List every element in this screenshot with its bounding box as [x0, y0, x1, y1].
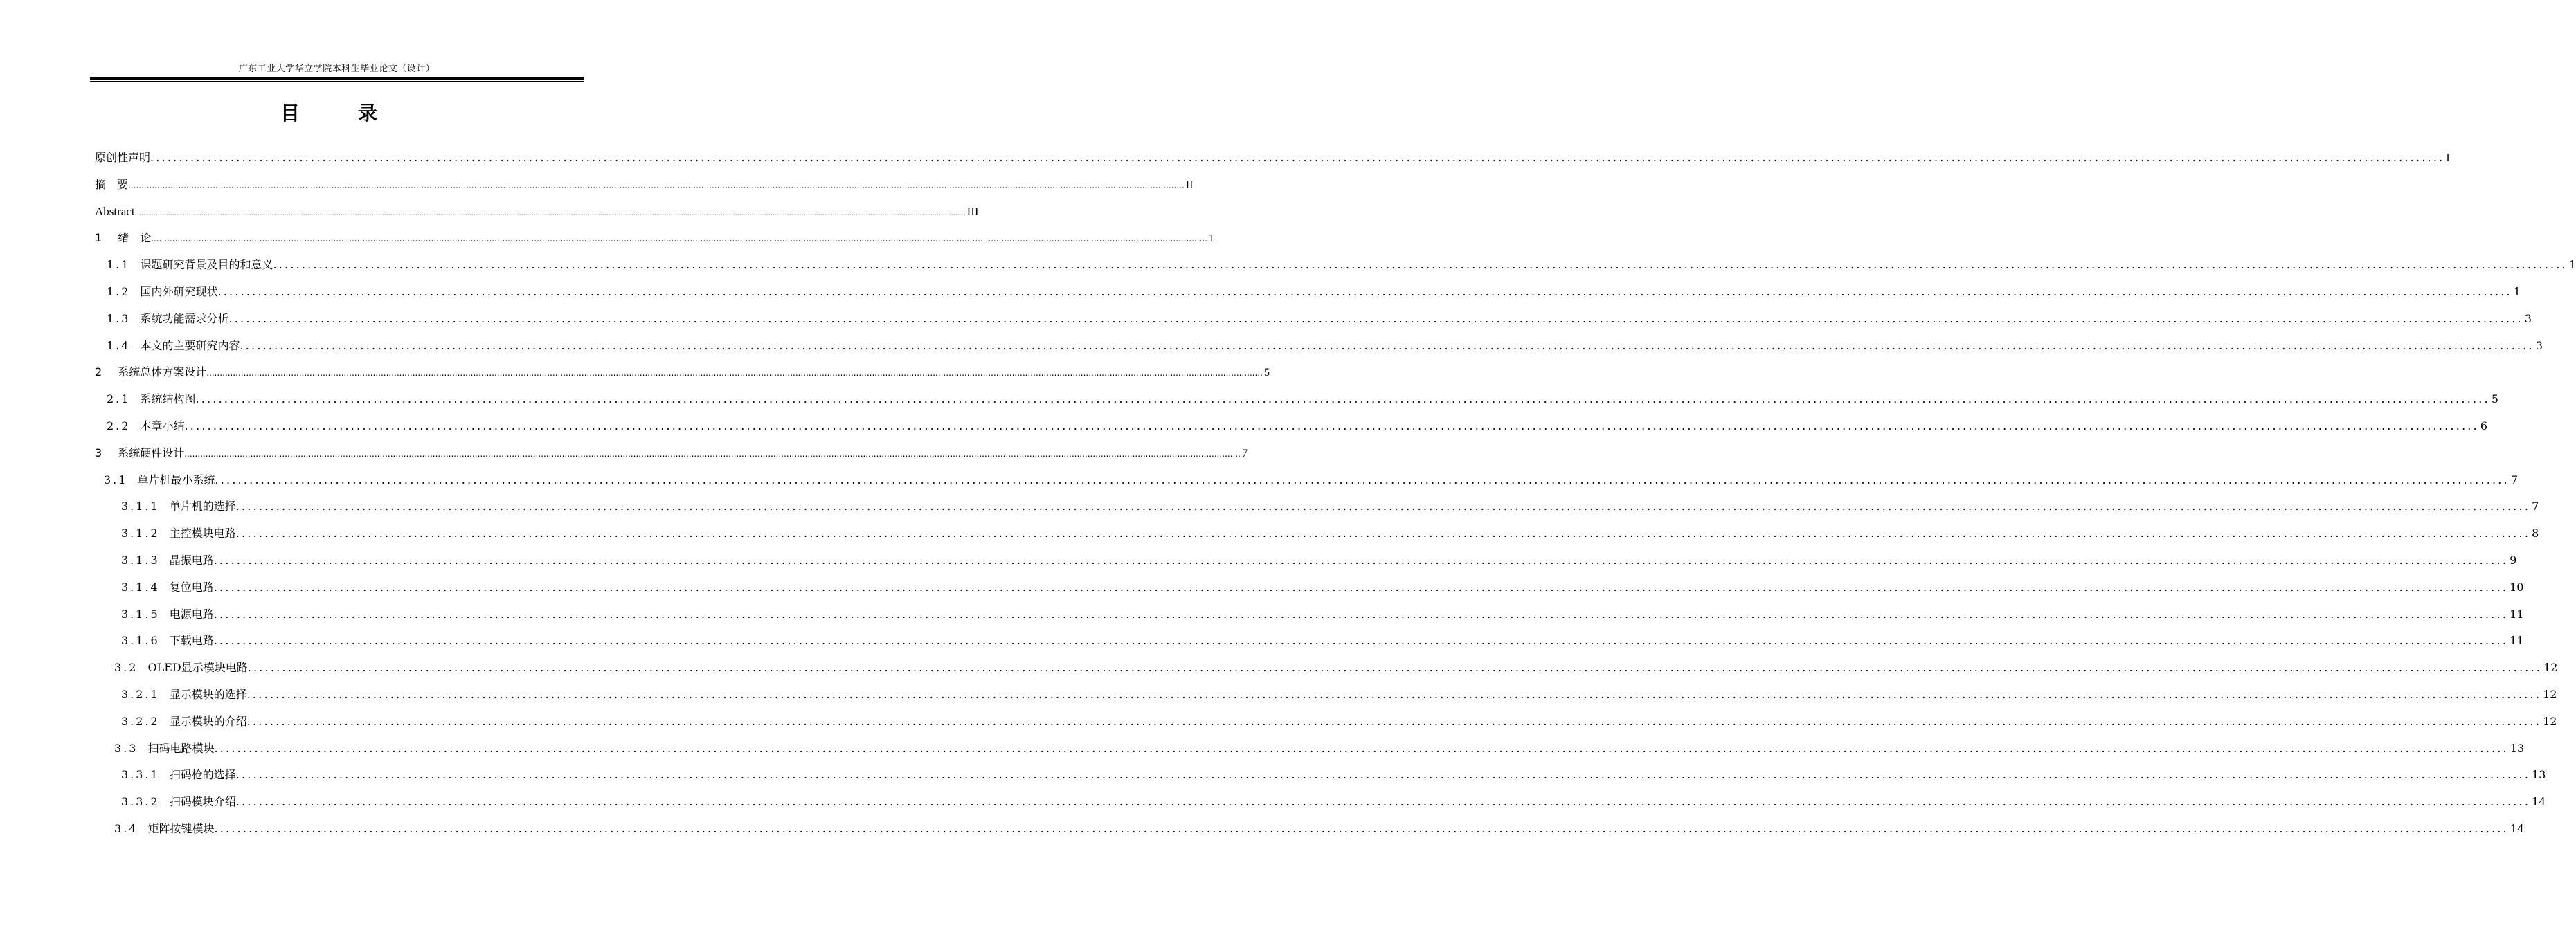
- toc-page-number: 7: [2510, 473, 2519, 486]
- toc-entry-label: [121, 493, 236, 520]
- toc-page-number: 11: [2510, 607, 2524, 621]
- toc-entry-number: 3.2.1: [121, 687, 160, 701]
- toc-entry[interactable]: [95, 386, 2499, 413]
- toc-entry-label: [121, 709, 247, 736]
- toc-entry-number: 1.4: [107, 338, 131, 352]
- header-rule-thick: [90, 77, 584, 80]
- toc-entry[interactable]: [95, 601, 2524, 628]
- toc-page-number: 3: [2524, 311, 2532, 325]
- toc-entry-label: [121, 762, 236, 789]
- toc-page-number: III: [966, 204, 979, 218]
- toc-entry-text: 摘 要: [95, 177, 129, 191]
- toc-page-number: 12: [2543, 687, 2557, 701]
- toc-entry-text: 本文的主要研究内容: [140, 338, 240, 352]
- toc-entry-number: 2.2: [107, 419, 131, 432]
- toc-entry[interactable]: [95, 359, 1270, 386]
- toc-page-number: 3: [2535, 338, 2543, 352]
- toc-entry-label: [114, 816, 214, 843]
- toc-entry-text: Abstract: [95, 204, 135, 218]
- toc-page-number: I: [2446, 152, 2450, 164]
- toc-entry-number: 2: [95, 365, 105, 379]
- toc-leader-dots: ................................................................................................................................................................................................................................................................................................................................................................................................................: [228, 311, 2523, 325]
- toc-entry-text: 单片机最小系统: [137, 473, 215, 486]
- toc-entry-text: 显示模块的选择: [169, 687, 247, 701]
- toc-entry-number: 3.3.1: [121, 768, 160, 782]
- toc-leader-dots: ................................................................................................................................................................................................................................................................................................................................................................................................................: [213, 553, 2509, 567]
- toc-entry-text: 系统功能需求分析: [140, 311, 229, 325]
- toc-entry-text: 系统总体方案设计: [118, 365, 207, 379]
- toc-leader-dots: ................................................................................................................................................................................................................................................................................................................................................................................................................: [246, 687, 2542, 701]
- toc-entry[interactable]: [95, 252, 2576, 279]
- toc-entry-text: 晶振电路: [169, 553, 214, 567]
- toc-page-number: 14: [2510, 821, 2525, 835]
- toc-leader-dots: ................................................................................................................................................................................................................................................................................................................................................................................................................: [206, 368, 1263, 379]
- toc-entry-label: [121, 682, 247, 709]
- toc-entry[interactable]: [95, 520, 2539, 547]
- toc-entry-label: [107, 386, 195, 413]
- toc-entry-number: 3.2: [114, 661, 138, 675]
- toc-entry-number: 3.1: [104, 473, 128, 486]
- toc-page-number: 12: [2543, 661, 2558, 675]
- toc-entry-number: 3.1.6: [121, 634, 160, 648]
- table-of-contents: [95, 145, 2576, 843]
- toc-entry-label: [95, 199, 135, 226]
- toc-page-number: 7: [1241, 447, 1248, 459]
- toc-entry[interactable]: [95, 145, 2450, 172]
- toc-entry-label: [107, 252, 273, 279]
- toc-page-number: 14: [2532, 795, 2546, 809]
- toc-entry[interactable]: [95, 682, 2557, 709]
- toc-entry[interactable]: [95, 628, 2524, 655]
- toc-page-number: 9: [2510, 553, 2517, 567]
- toc-entry-number: 3.1.3: [121, 553, 160, 567]
- toc-leader-dots: ................................................................................................................................................................................................................................................................................................................................................................................................................: [213, 580, 2509, 594]
- toc-page-number: 13: [2532, 768, 2546, 782]
- toc-entry-text: 单片机的选择: [169, 500, 236, 513]
- toc-title: 目 录: [280, 102, 397, 125]
- toc-entry[interactable]: [95, 655, 2558, 682]
- toc-page-number: 5: [1263, 367, 1270, 379]
- toc-entry-text: 主控模块电路: [169, 527, 236, 540]
- toc-entry-number: 3.4: [114, 821, 138, 835]
- toc-entry[interactable]: [95, 199, 979, 226]
- toc-leader-dots: ................................................................................................................................................................................................................................................................................................................................................................................................................: [213, 634, 2509, 648]
- toc-leader-dots: ................................................................................................................................................................................................................................................................................................................................................................................................................: [240, 338, 2534, 352]
- toc-page-number: 13: [2510, 741, 2525, 755]
- toc-entry-label: [121, 547, 214, 574]
- toc-entry-number: 2.1: [107, 392, 131, 406]
- toc-entry[interactable]: [95, 547, 2517, 574]
- toc-entry[interactable]: [95, 306, 2532, 333]
- toc-leader-dots: ................................................................................................................................................................................................................................................................................................................................................................................................................: [134, 207, 966, 217]
- toc-entry-text: 显示模块的介绍: [169, 714, 247, 728]
- toc-entry-number: 1.3: [107, 311, 131, 325]
- toc-entry-number: 3.2.2: [121, 714, 160, 728]
- toc-entry-label: [121, 601, 214, 628]
- toc-leader-dots: ................................................................................................................................................................................................................................................................................................................................................................................................................: [235, 527, 2531, 540]
- toc-entry-text: 本章小结: [140, 419, 185, 432]
- page-header: 广东工业大学华立学院本科生毕业论文（设计）: [238, 64, 435, 74]
- toc-page-number: 6: [2480, 419, 2488, 432]
- toc-entry-text: 国内外研究现状: [140, 284, 218, 298]
- toc-entry[interactable]: [95, 736, 2525, 763]
- toc-page-number: 1: [2513, 284, 2521, 298]
- toc-leader-dots: ................................................................................................................................................................................................................................................................................................................................................................................................................: [214, 821, 2509, 835]
- toc-page-number: 7: [2532, 500, 2539, 513]
- toc-entry-label: [114, 655, 248, 682]
- toc-entry[interactable]: [95, 467, 2519, 494]
- toc-entry-text: 系统硬件设计: [118, 446, 185, 459]
- toc-entry-label: [114, 736, 214, 763]
- toc-page-number: 1: [2568, 258, 2576, 272]
- toc-entry-label: [95, 359, 206, 386]
- toc-page-number: 1: [1208, 232, 1214, 245]
- toc-entry-number: 1.1: [107, 258, 131, 272]
- toc-entry-number: 3.3.2: [121, 795, 160, 809]
- toc-page-number: II: [1185, 179, 1194, 191]
- toc-entry-number: 3.1.1: [121, 500, 160, 513]
- toc-leader-dots: ................................................................................................................................................................................................................................................................................................................................................................................................................: [184, 448, 1241, 459]
- toc-leader-dots: ................................................................................................................................................................................................................................................................................................................................................................................................................: [235, 500, 2531, 513]
- toc-leader-dots: ................................................................................................................................................................................................................................................................................................................................................................................................................: [213, 607, 2509, 621]
- toc-leader-dots: ................................................................................................................................................................................................................................................................................................................................................................................................................: [151, 234, 1207, 244]
- toc-entry[interactable]: [95, 279, 2521, 306]
- toc-entry-number: 3: [95, 446, 105, 459]
- toc-entry-label: [107, 413, 184, 440]
- header-rule-thin: [90, 81, 584, 82]
- toc-entry-text: OLED显示模块电路: [147, 661, 248, 675]
- toc-entry-number: 3.1.4: [121, 580, 160, 594]
- toc-entry[interactable]: [95, 493, 2539, 520]
- toc-page-number: 10: [2510, 580, 2524, 594]
- toc-page-number: 5: [2491, 392, 2499, 406]
- toc-entry-label: [104, 467, 215, 494]
- toc-leader-dots: ................................................................................................................................................................................................................................................................................................................................................................................................................: [184, 419, 2479, 432]
- toc-entry-number: 3.3: [114, 741, 138, 755]
- toc-leader-dots: ................................................................................................................................................................................................................................................................................................................................................................................................................: [247, 661, 2543, 675]
- toc-entry-number: 3.1.2: [121, 527, 160, 540]
- toc-entry-number: 1.2: [107, 284, 131, 298]
- toc-entry-text: 扫码电路模块: [147, 741, 215, 755]
- toc-entry-label: [107, 333, 240, 360]
- toc-entry[interactable]: [95, 709, 2557, 736]
- toc-entry[interactable]: [95, 225, 1214, 252]
- toc-entry-text: 矩阵按键模块: [147, 821, 215, 835]
- toc-entry-label: [95, 172, 128, 199]
- toc-leader-dots: ................................................................................................................................................................................................................................................................................................................................................................................................................: [273, 258, 2568, 272]
- toc-leader-dots: ................................................................................................................................................................................................................................................................................................................................................................................................................: [246, 714, 2542, 728]
- toc-entry-number: 1: [95, 231, 105, 245]
- toc-leader-dots: ................................................................................................................................................................................................................................................................................................................................................................................................................: [215, 473, 2510, 486]
- toc-entry-label: [95, 440, 184, 467]
- toc-leader-dots: ................................................................................................................................................................................................................................................................................................................................................................................................................: [214, 741, 2509, 755]
- toc-entry-text: 原创性声明: [95, 151, 151, 164]
- toc-entry-label: [107, 279, 217, 306]
- toc-leader-dots: ................................................................................................................................................................................................................................................................................................................................................................................................................: [128, 180, 1185, 190]
- toc-entry-label: [121, 520, 236, 547]
- toc-leader-dots: ................................................................................................................................................................................................................................................................................................................................................................................................................: [195, 392, 2490, 406]
- toc-entry[interactable]: [95, 816, 2525, 843]
- toc-entry-text: 课题研究背景及目的和意义: [140, 258, 273, 272]
- toc-leader-dots: ................................................................................................................................................................................................................................................................................................................................................................................................................: [217, 284, 2512, 298]
- toc-entry[interactable]: [95, 762, 2546, 789]
- toc-entry-label: [121, 789, 236, 816]
- toc-entry[interactable]: [95, 413, 2488, 440]
- toc-leader-dots: ................................................................................................................................................................................................................................................................................................................................................................................................................: [150, 151, 2445, 164]
- toc-entry[interactable]: [95, 789, 2546, 816]
- toc-page-number: 11: [2510, 634, 2524, 648]
- toc-entry-label: [121, 628, 214, 655]
- toc-entry-text: 复位电路: [169, 580, 214, 594]
- toc-entry[interactable]: [95, 172, 1194, 199]
- toc-entry-text: 绪 论: [118, 231, 152, 245]
- toc-page-number: 12: [2543, 714, 2557, 728]
- toc-entry-text: 电源电路: [169, 607, 214, 621]
- toc-entry-text: 扫码模块介绍: [169, 795, 236, 809]
- toc-page-number: 8: [2532, 527, 2539, 540]
- toc-entry[interactable]: [95, 440, 1248, 467]
- toc-entry-label: [95, 145, 150, 172]
- toc-entry-label: [95, 225, 151, 252]
- toc-leader-dots: ................................................................................................................................................................................................................................................................................................................................................................................................................: [235, 768, 2531, 782]
- toc-entry-text: 系统结构图: [140, 392, 196, 406]
- toc-entry[interactable]: [95, 574, 2524, 601]
- toc-entry-label: [121, 574, 214, 601]
- toc-leader-dots: ................................................................................................................................................................................................................................................................................................................................................................................................................: [235, 795, 2531, 809]
- toc-entry-label: [107, 306, 228, 333]
- toc-entry-text: 下载电路: [169, 634, 214, 648]
- toc-entry-text: 扫码枪的选择: [169, 768, 236, 782]
- toc-entry[interactable]: [95, 333, 2543, 360]
- toc-entry-number: 3.1.5: [121, 607, 160, 621]
